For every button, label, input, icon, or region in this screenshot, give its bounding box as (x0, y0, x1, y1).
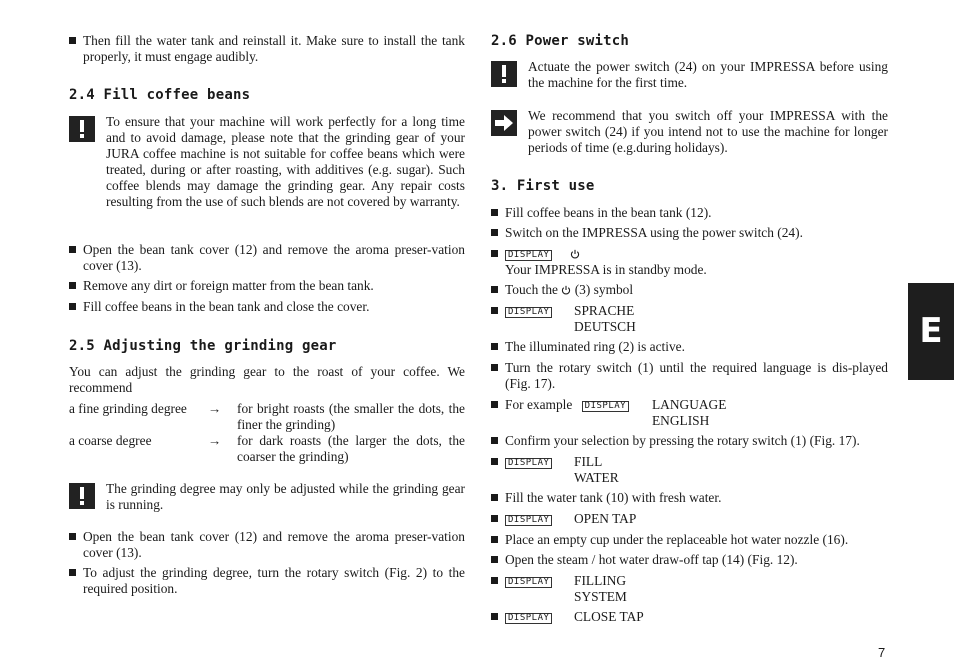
warning-icon (69, 483, 95, 509)
list-item (491, 490, 888, 506)
warning-icon (491, 61, 517, 87)
tip-note (491, 108, 888, 156)
display-symbol: DISPLAY (505, 250, 552, 261)
list-item (491, 511, 888, 527)
list-item (491, 205, 888, 221)
list-item-text: Fill the water tank (10) with fresh water. (505, 490, 722, 505)
warning-note (491, 59, 888, 91)
warning-icon (69, 116, 95, 142)
section-heading-3: 3. First use (491, 178, 595, 194)
list-item (491, 225, 888, 241)
display-symbol: DISPLAY (582, 401, 629, 412)
list-item-text: Touch the (505, 282, 558, 297)
display-symbol: DISPLAY (505, 613, 552, 624)
list-item-text: Then fill the water tank and reinstall it. Make sure to install the tank properly, it must engage audibly. (83, 33, 465, 64)
list-item (491, 397, 888, 428)
list-item (491, 573, 888, 604)
list-item-text: To adjust the grinding degree, turn the rotary switch (Fig. 2) to the required position. (83, 565, 465, 596)
list-item-text: Your IMPRESSA is in standby mode. (505, 262, 707, 277)
display-text: CLOSE TAP (574, 609, 644, 624)
row-description: for dark roasts (the larger the dots, the coarser the grinding) (237, 433, 465, 464)
display-text: SPRACHE (574, 303, 635, 318)
warning-note (69, 114, 465, 210)
list-item (491, 433, 888, 449)
power-icon (570, 249, 580, 259)
list-item (69, 565, 465, 597)
list-item-text: Turn the rotary switch (1) until the required language is dis-played (Fig. 17). (505, 360, 888, 391)
display-symbol: DISPLAY (505, 307, 552, 318)
list-item (69, 278, 465, 294)
warning-text: Actuate the power switch (24) on your IMPRESSA before using the machine for the first time. (528, 59, 888, 90)
intro-paragraph: You can adjust the grinding gear to the roast of your coffee. We recommend (69, 364, 465, 395)
display-text: LANGUAGE (652, 397, 727, 412)
display-text: FILLING (574, 573, 627, 588)
power-icon (561, 285, 571, 295)
display-symbol: DISPLAY (505, 577, 552, 588)
display-text: SYSTEM (574, 589, 627, 604)
list-item (491, 282, 888, 298)
list-item-text: Fill coffee beans in the bean tank and close the cover. (83, 299, 370, 314)
tip-text: We recommend that you switch off your IMPRESSA with the power switch (24) if you intend not to use the machine for longer periods of time (e.g.during holidays). (528, 108, 888, 155)
section-heading-2-6: 2.6 Power switch (491, 33, 630, 49)
display-symbol: DISPLAY (505, 515, 552, 526)
display-text: ENGLISH (652, 413, 710, 428)
language-tab-letter: E (919, 311, 943, 351)
warning-text: The grinding degree may only be adjusted while the grinding gear is running. (106, 481, 465, 512)
list-item (69, 299, 465, 315)
list-item-text: Confirm your selection by pressing the rotary switch (1) (Fig. 17). (505, 433, 860, 448)
list-item (491, 454, 888, 485)
list-item (69, 242, 465, 274)
arrow-icon: → (208, 433, 222, 448)
row-description: for bright roasts (the smaller the dots, the finer the grinding) (237, 401, 465, 432)
list-item-text: Fill coffee beans in the bean tank (12). (505, 205, 712, 220)
arrow-right-icon (491, 110, 517, 136)
list-item-text: Open the steam / hot water draw-off tap (14) (Fig. 12). (505, 552, 798, 567)
list-item-text: The illuminated ring (2) is active. (505, 339, 685, 354)
display-text: WATER (574, 470, 619, 485)
warning-text: To ensure that your machine will work perfectly for a long time and to avoid damage, please note that the grinding gear of your JURA coffee machine is not suitable for coffee beans which were treated, during or after roasting, with additives (e.g. sugar). Such coffee blends may damage the grinding gear. Any repair costs resulting from the use of such blends are not covered by warranty. (106, 114, 465, 209)
list-item-text: Place an empty cup under the replaceable hot water nozzle (16). (505, 532, 849, 547)
list-item-text: (3) symbol (574, 282, 634, 297)
list-item (69, 529, 465, 561)
list-item-text: Open the bean tank cover (12) and remove the aroma preser-vation cover (13). (83, 242, 465, 273)
section-heading-2-4: 2.4 Fill coffee beans (69, 87, 251, 103)
page-number: 7 (878, 645, 886, 660)
list-item (491, 339, 888, 355)
display-text: DEUTSCH (574, 319, 636, 334)
warning-note (69, 481, 465, 513)
section-heading-2-5: 2.5 Adjusting the grinding gear (69, 338, 337, 354)
arrow-icon: → (208, 401, 222, 416)
row-term: a coarse degree (69, 433, 152, 448)
list-item (491, 303, 888, 334)
display-text: OPEN TAP (574, 511, 637, 526)
list-item-text: For example (505, 397, 573, 412)
display-text: FILL (574, 454, 603, 469)
list-item (491, 552, 888, 568)
row-term: a fine grinding degree (69, 401, 187, 416)
list-item (491, 246, 888, 278)
list-item-text: Switch on the IMPRESSA using the power switch (24). (505, 225, 803, 240)
list-item-text: Open the bean tank cover (12) and remove the aroma preser-vation cover (13). (83, 529, 465, 560)
list-item (491, 360, 888, 392)
list-item (491, 532, 888, 548)
list-item-text: Remove any dirt or foreign matter from the bean tank. (83, 278, 374, 293)
language-tab (908, 283, 954, 380)
display-symbol: DISPLAY (505, 458, 552, 469)
list-item (491, 609, 888, 625)
list-item (69, 33, 465, 65)
